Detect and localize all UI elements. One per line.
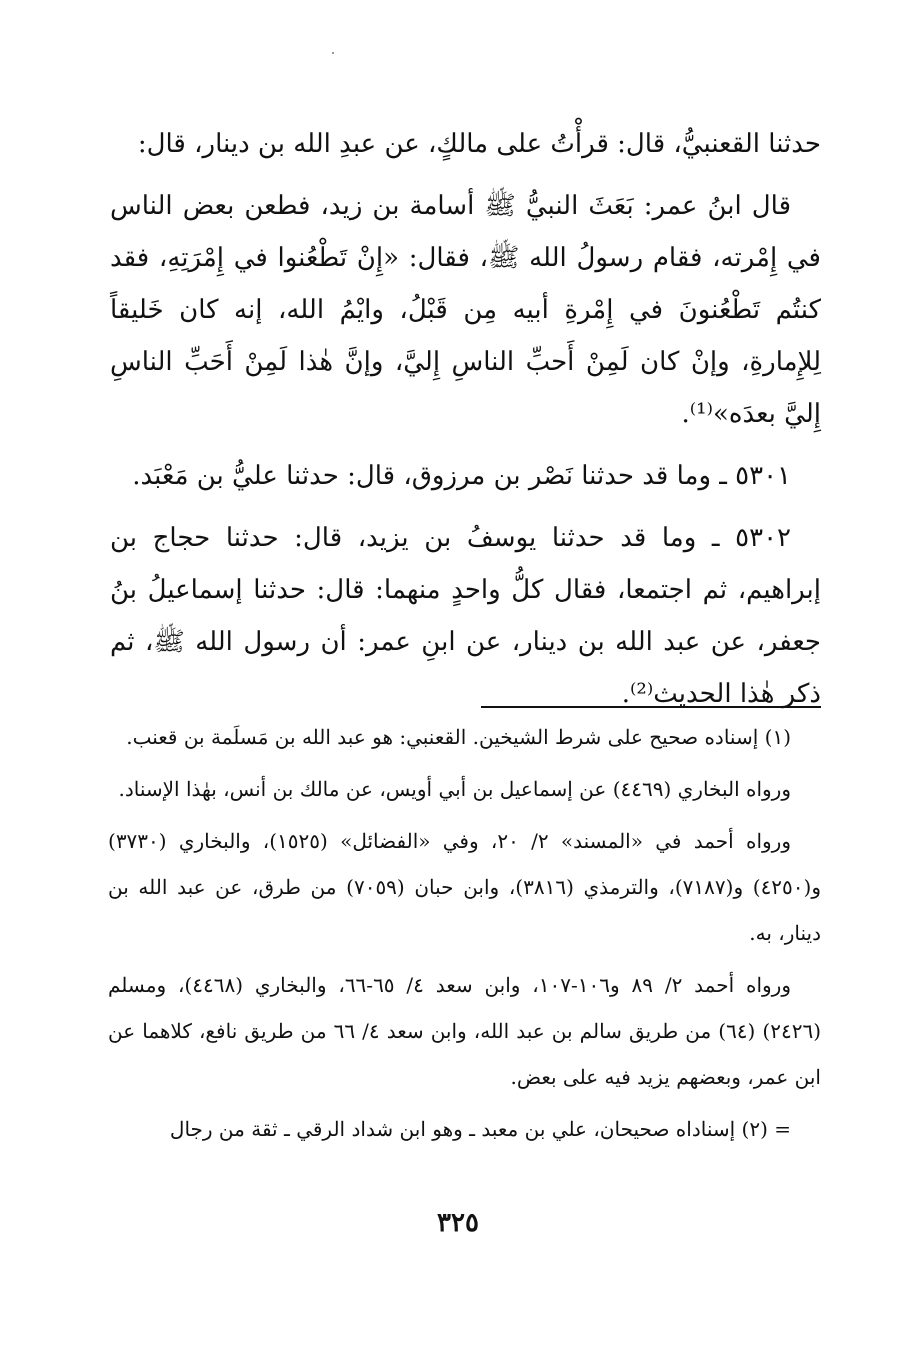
hadith-5302: ٥٣٠٢ ـ وما قد حدثنا يوسفُ بن يزيد، قال: حدثنا حجاج بن إبراهيم، ثم اجتمعا، فقال كلُّ واحدٍ منهما: قال: حدثنا إسماعيلُ بنُ جعفر، عن عبد الله بن دينار، عن ابنِ عمر: أن رسول الله ﷺ، ثم ذكر هٰذا الحديث⁽²⁾.: [110, 523, 821, 709]
main-text: [110, 118, 821, 730]
footnotes: [108, 714, 821, 1158]
footnote-1-ahmad: ورواه أحمد في «المسند» ٢/ ٢٠، وفي «الفضائل» (١٥٢٥)، والبخاري (٣٧٣٠) و(٤٢٥٠) و(٧١٨٧)، والترمذي (٣٨١٦)، وابن حبان (٧٠٥٩) من طرق، عن عبد الله بن دينار، به.: [108, 829, 821, 945]
footnote-divider: [481, 706, 821, 708]
footnote-1-ahmad-2: ورواه أحمد ٢/ ٨٩ و١٠٦-١٠٧، وابن سعد ٤/ ٦٥-٦٦، والبخاري (٤٤٦٨)، ومسلم (٢٤٢٦) (٦٤) من طريق سالم بن عبد الله، وابن سعد ٤/ ٦٦ من طريق نافع، كلاهما عن ابن عمر، وبعضهم يزيد فيه على بعض.: [108, 973, 821, 1089]
hadith-5301: ٥٣٠١ ـ وما قد حدثنا نَصْر بن مرزوق، قال: حدثنا عليُّ بن مَعْبَد.: [132, 461, 791, 491]
page-number: ٣٢٥: [437, 1208, 479, 1238]
footnote-2: = (٢) إسناداه صحيحان، علي بن معبد ـ وهو ابن شداد الرقي ـ ثقة من رجال: [169, 1117, 791, 1141]
text-paragraph-1: حدثنا القعنبيُّ، قال: قرأْتُ على مالكٍ، عن عبدِ الله بن دينار، قال:: [137, 129, 821, 159]
scan-mark: [332, 52, 334, 54]
footnote-1-bukhari: ورواه البخاري (٤٤٦٩) عن إسماعيل بن أبي أويس، عن مالك بن أنس، بهٰذا الإسناد.: [118, 777, 791, 801]
footnote-1: (١) إسناده صحيح على شرط الشيخين. القعنبي: هو عبد الله بن مَسلَمة بن قعنب.: [126, 725, 791, 749]
text-paragraph-2: قال ابنُ عمر: بَعَثَ النبيُّ ﷺ أسامة بن زيد، فطعن بعض الناس في إِمْرته، فقام رسولُ الله ﷺ، فقال: «إِنْ تَطْعُنوا في إِمْرَتِهِ، فقد كنتُم تَطْعُنونَ في إِمْرةِ أبيه مِن قَبْلُ، وايْمُ الله، إنه كان خَليقاً لِلإِمارةِ، وإنْ كان لَمِنْ أَحبِّ الناسِ إِليَّ، وإنَّ هٰذا لَمِنْ أَحَبِّ الناسِ إِليَّ بعدَه»⁽¹⁾.: [110, 191, 821, 429]
